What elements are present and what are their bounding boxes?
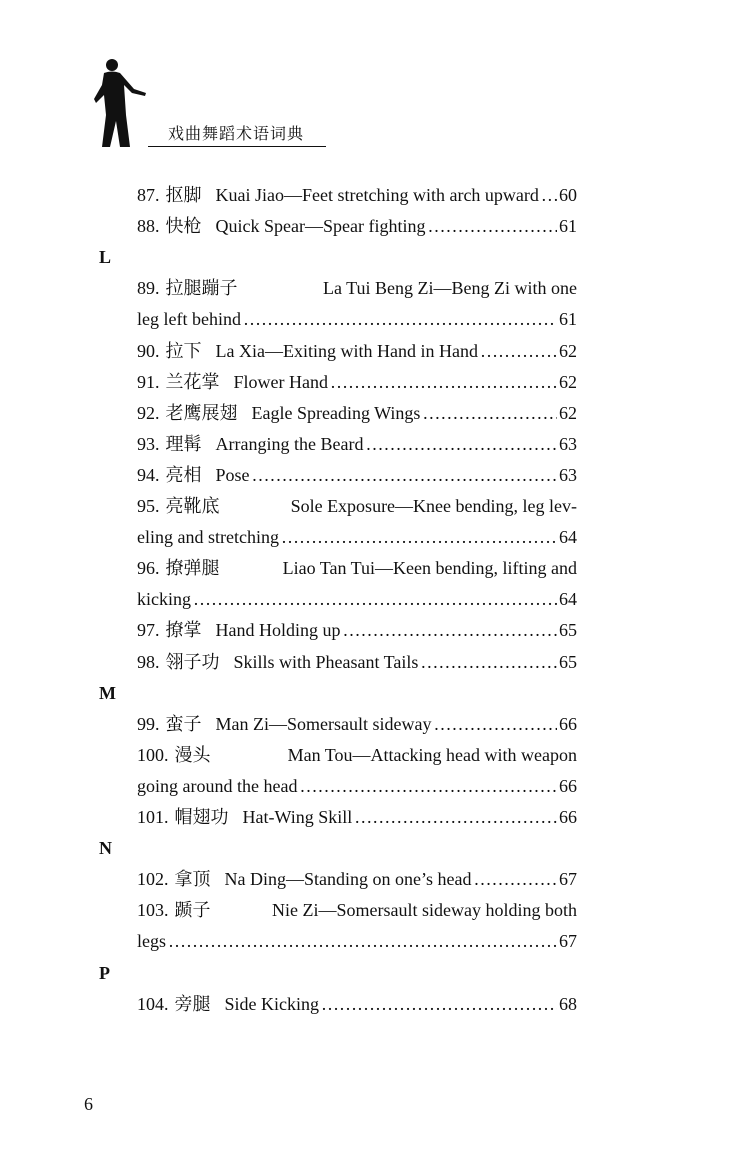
entry-chinese-term: 亮相 [165, 464, 202, 485]
toc-entry [137, 740, 577, 771]
section-letter: N [99, 838, 112, 859]
toc-entry [137, 709, 577, 740]
entry-page-number: 66 [559, 713, 577, 734]
section-letter: L [99, 247, 112, 268]
toc-entry [137, 864, 577, 895]
book-title: 戏曲舞蹈术语词典 [168, 126, 305, 143]
toc-entry-continuation [137, 926, 577, 957]
entry-page-number: 63 [559, 464, 577, 485]
dot-leader [299, 771, 557, 802]
entry-number: 90. [137, 340, 160, 361]
entry-english-continued: going around the head [137, 775, 298, 796]
entry-english-term: La Xia—Exiting with Hand in Hand [215, 340, 478, 361]
toc-entry [137, 429, 577, 460]
entry-english-continued: kicking [137, 589, 191, 610]
entry-chinese-term: 撩弹腿 [165, 558, 220, 579]
entry-number: 101. [137, 807, 169, 827]
entry-page-number: 66 [559, 807, 577, 827]
entry-page-number: 64 [559, 527, 577, 548]
entry-chinese-term: 快枪 [165, 216, 202, 237]
entry-number: 87. [137, 185, 160, 205]
toc-entry-head [137, 740, 225, 771]
dot-leader [420, 647, 557, 678]
entry-chinese-term: 拉下 [165, 340, 202, 361]
entry-page-number: 65 [559, 651, 577, 672]
entry-english-term: Hand Holding up [215, 620, 341, 641]
dot-leader [433, 709, 557, 740]
entry-number: 104. [137, 993, 169, 1014]
toc-entry-head [137, 273, 252, 304]
entry-english-term: Sole Exposure—Knee bending, leg lev- [290, 496, 577, 516]
entry-chinese-term: 旁腿 [174, 993, 211, 1014]
entry-english-term: Skills with Pheasant Tails [233, 651, 419, 672]
entry-number: 96. [137, 558, 160, 579]
entry-number: 88. [137, 216, 160, 237]
entry-page-number: 63 [559, 433, 577, 454]
toc-entry [137, 802, 577, 833]
entry-chinese-term: 撩掌 [165, 620, 202, 641]
entry-english-term: Flower Hand [233, 371, 328, 392]
entry-page-number: 60 [559, 185, 577, 205]
entry-english-term: Arranging the Beard [215, 433, 364, 454]
entry-page-number: 62 [559, 402, 577, 423]
toc-entry [137, 367, 577, 398]
toc-entry [137, 491, 577, 522]
entry-english-term: Na Ding—Standing on one’s head [224, 869, 472, 890]
entry-number: 94. [137, 464, 160, 485]
toc-entry [137, 989, 577, 1020]
entry-english-term: Pose [215, 464, 250, 485]
entry-english-term: Liao Tan Tui—Keen bending, lifting and [282, 558, 577, 579]
dot-leader [193, 584, 557, 615]
entry-english-term: Side Kicking [224, 993, 319, 1014]
entry-english-term: Eagle Spreading Wings [251, 402, 421, 423]
toc-entry-continuation [137, 584, 577, 615]
entry-page-number: 67 [559, 931, 577, 952]
entry-page-number: 67 [559, 869, 577, 890]
entry-chinese-term: 漫头 [174, 744, 211, 765]
entry-page-number: 68 [559, 993, 577, 1014]
entry-page-number: 64 [559, 589, 577, 610]
entry-english-term: La Tui Beng Zi—Beng Zi with one [323, 278, 577, 299]
entry-english-continued: legs [137, 931, 166, 952]
entry-number: 103. [137, 900, 169, 921]
entry-chinese-term: 理髯 [165, 433, 202, 454]
dot-leader [330, 367, 557, 398]
toc-entry-head [137, 491, 234, 522]
entry-english-term: Man Tou—Attacking head with weapon [287, 744, 577, 765]
toc-entry [137, 895, 577, 926]
entry-chinese-term: 拿顶 [174, 869, 211, 890]
entry-number: 99. [137, 713, 160, 734]
entry-chinese-term: 蛮子 [165, 713, 202, 734]
entry-page-number: 65 [559, 620, 577, 641]
toc-entry [137, 180, 577, 211]
entry-chinese-term: 帽翅功 [174, 807, 229, 827]
dot-leader [243, 304, 557, 335]
entry-number: 93. [137, 433, 160, 454]
entry-number: 89. [137, 278, 160, 299]
entry-number: 92. [137, 402, 160, 423]
entry-chinese-term: 翎子功 [165, 651, 220, 672]
entry-number: 91. [137, 371, 160, 392]
entry-english-term: Hat-Wing Skill [242, 807, 353, 827]
entry-english-continued: eling and stretching [137, 527, 279, 548]
page-number: 6 [84, 1094, 93, 1114]
entry-page-number: 61 [559, 216, 577, 237]
toc-entry [137, 211, 577, 242]
section-letter: P [99, 962, 110, 983]
toc-entry-continuation [137, 522, 577, 553]
dot-leader [473, 864, 557, 895]
entry-chinese-term: 老鹰展翅 [165, 402, 238, 423]
entry-number: 100. [137, 744, 169, 765]
toc-entry [137, 647, 577, 678]
entry-english-term: Nie Zi—Somersault sideway holding both [272, 900, 577, 921]
toc-entry [137, 615, 577, 646]
toc-entry-head [137, 553, 234, 584]
dot-leader [422, 398, 557, 429]
dot-leader [541, 180, 557, 211]
toc-entry [137, 398, 577, 429]
entry-chinese-term: 拉腿蹦子 [165, 278, 238, 299]
toc-entry [137, 273, 577, 304]
entry-chinese-term: 抠脚 [165, 185, 202, 205]
entry-english-term: Man Zi—Somersault sideway [215, 713, 432, 734]
dot-leader [321, 989, 557, 1020]
toc-entry-head [137, 895, 225, 926]
toc-entry [137, 460, 577, 491]
entry-number: 98. [137, 651, 160, 672]
entry-chinese-term: 兰花掌 [165, 371, 220, 392]
entry-number: 95. [137, 496, 160, 516]
dot-leader [427, 211, 557, 242]
dot-leader [252, 460, 557, 491]
toc-entry-continuation [137, 304, 577, 335]
entry-page-number: 62 [559, 340, 577, 361]
toc-entry [137, 336, 577, 367]
dot-leader [354, 802, 557, 833]
dot-leader [365, 429, 557, 460]
entry-page-number: 62 [559, 371, 577, 392]
entry-english-term: Kuai Jiao—Feet stretching with arch upward [215, 185, 539, 205]
entry-english-continued: leg left behind [137, 309, 241, 330]
toc-entry-continuation [137, 771, 577, 802]
entry-english-term: Quick Spear—Spear fighting [215, 216, 426, 237]
entry-page-number: 61 [559, 309, 577, 330]
toc-entry [137, 553, 577, 584]
dot-leader [343, 615, 558, 646]
entry-page-number: 66 [559, 775, 577, 796]
entry-chinese-term: 踬子 [174, 900, 211, 921]
dot-leader [281, 522, 557, 553]
section-letter: M [99, 682, 116, 703]
entry-chinese-term: 亮靴底 [165, 496, 220, 516]
entry-number: 102. [137, 869, 169, 890]
dot-leader [168, 926, 557, 957]
entry-number: 97. [137, 620, 160, 641]
dot-leader [480, 336, 557, 367]
